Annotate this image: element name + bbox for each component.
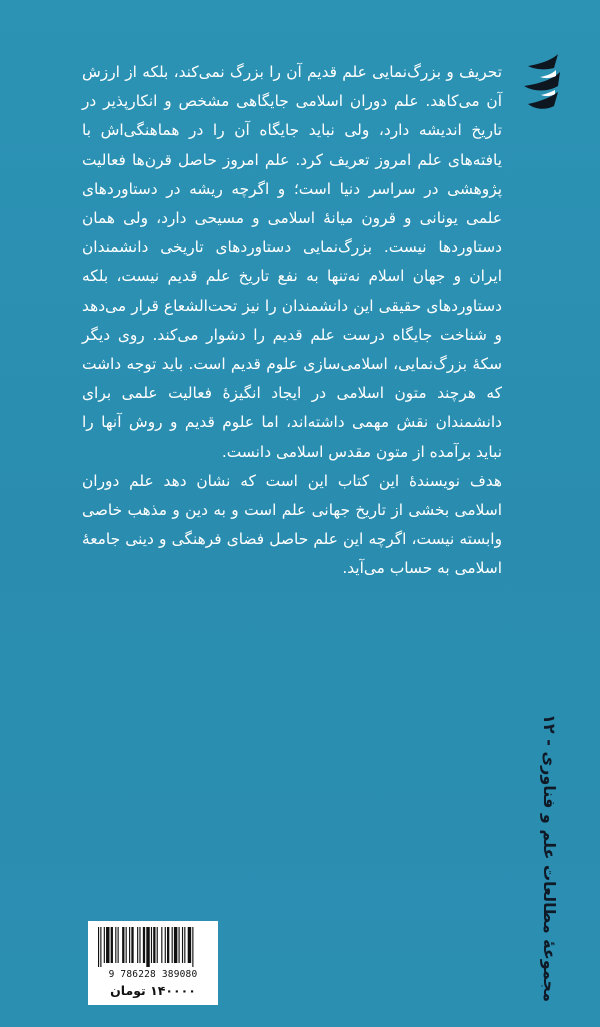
blurb-paragraph-1: تحریف و بزرگ‌نمایی علم قدیم آن را بزرگ نمی‌کند، بلکه از ارزش آن می‌کاهد. علم دوران اسلامی جایگاهی مشخص و انکارپذیر در تاریخ اندیشه دارد، ولی نباید جایگاه آن را در هماهنگی‌اش با یافته‌های علم امروز تعریف کرد. علم امروز حاصل قرن‌ها فعالیت پژوهشی در سراسر دنیا است؛ و اگرچه ریشه در دستاوردهای علمی یونانی و قرون میانهٔ اسلامی و مسیحی دارد، ولی همان دستاوردها نیست. بزرگ‌نمایی دستاوردهای تاریخی دانشمندان ایران و جهان اسلام نه‌تنها به نفع تاریخ علم قدیم نیست، بلکه دستاوردهای حقیقی این دانشمندان را نیز تحت‌الشعاع قرار می‌دهد و شناخت جایگاه درست علم قدیم را دشوار می‌کند. روی دیگر سکهٔ بزرگ‌نمایی، اسلامی‌سازی علوم قدیم است. باید توجه داشت که هرچند متون اسلامی در ایجاد انگیزهٔ فعالیت علمی برای دانشمندان نقش مهمی داشته‌اند، اما علوم قدیم و روش آنها را نباید برآمده از متون مقدس اسلامی دانست. (82, 63, 502, 461)
price-label: ۱۴۰۰۰۰ تومان (110, 983, 196, 998)
series-title: مجموعهٔ مطالعات علم و فناوری - ۱۲ (540, 714, 559, 1002)
blurb-paragraph-2: هدف نویسندهٔ این کتاب این است که نشان دهد علم دوران اسلامی بخشی از تاریخ جهانی علم است و به دین و مذهب خاصی وابسته نیست، اگرچه این علم حاصل فضای فرهنگی و دینی جامعهٔ اسلامی به حساب می‌آید. (82, 471, 502, 578)
barcode-label (88, 921, 218, 1005)
barcode-bars (96, 927, 210, 967)
isbn-digits: 9 786228 389080 (108, 969, 198, 980)
publisher-logo-icon (522, 52, 562, 114)
blurb-text (82, 58, 502, 584)
